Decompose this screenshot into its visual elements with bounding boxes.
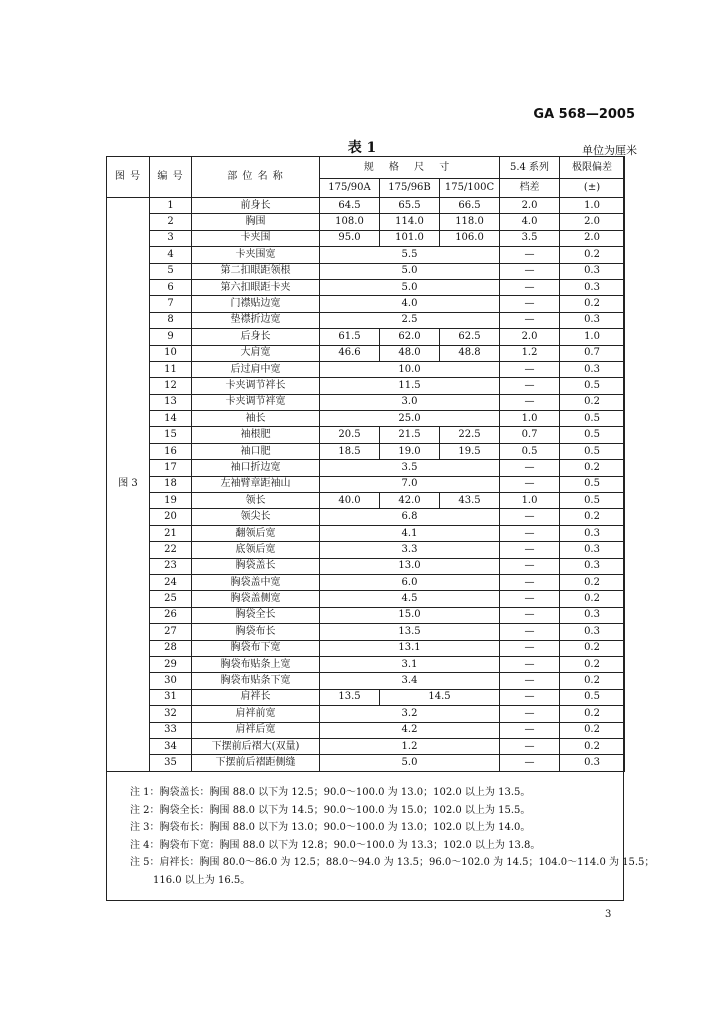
item-no: 33 bbox=[150, 722, 192, 738]
item-no: 1 bbox=[150, 198, 192, 214]
tolerance: 0.3 bbox=[560, 312, 625, 328]
size-value-a: 64.5 bbox=[320, 198, 380, 214]
item-no: 14 bbox=[150, 411, 192, 427]
tolerance: 0.3 bbox=[560, 607, 625, 623]
part-name: 后过肩中宽 bbox=[192, 361, 320, 377]
item-no: 12 bbox=[150, 378, 192, 394]
series-step: — bbox=[500, 656, 560, 672]
size-value-a: 20.5 bbox=[320, 427, 380, 443]
table-row bbox=[107, 591, 625, 607]
note-2: 注 2：胸袋全长：胸围 88.0 以下为 14.5；90.0～100.0 为 15.0；102.0 以上为 15.5。 bbox=[130, 804, 531, 816]
header-size-b: 175/96B bbox=[380, 179, 440, 198]
table-row bbox=[107, 542, 625, 558]
header-part-name: 部 位 名 称 bbox=[192, 157, 320, 198]
size-value-common: 25.0 bbox=[320, 411, 500, 427]
tolerance: 0.5 bbox=[560, 493, 625, 509]
tolerance: 0.2 bbox=[560, 591, 625, 607]
table-row bbox=[107, 361, 625, 377]
size-value-common: 6.8 bbox=[320, 509, 500, 525]
table-row bbox=[107, 345, 625, 361]
tolerance: 1.0 bbox=[560, 329, 625, 345]
tolerance: 0.3 bbox=[560, 542, 625, 558]
series-step: 1.0 bbox=[500, 493, 560, 509]
size-value-c: 22.5 bbox=[440, 427, 500, 443]
tolerance: 2.0 bbox=[560, 230, 625, 246]
tolerance: 0.2 bbox=[560, 394, 625, 410]
tolerance: 0.2 bbox=[560, 460, 625, 476]
size-value-b: 65.5 bbox=[380, 198, 440, 214]
header-size-c: 175/100C bbox=[440, 179, 500, 198]
tolerance: 0.3 bbox=[560, 624, 625, 640]
item-no: 21 bbox=[150, 525, 192, 541]
part-name: 下摆前后褶距侧缝 bbox=[192, 755, 320, 771]
part-name: 翻领后宽 bbox=[192, 525, 320, 541]
series-step: 0.7 bbox=[500, 427, 560, 443]
item-no: 3 bbox=[150, 230, 192, 246]
series-step: — bbox=[500, 279, 560, 295]
part-name: 第六扣眼距卡夹 bbox=[192, 279, 320, 295]
table-row bbox=[107, 706, 625, 722]
tolerance: 0.3 bbox=[560, 361, 625, 377]
series-step: — bbox=[500, 296, 560, 312]
series-step: — bbox=[500, 460, 560, 476]
size-value-a: 46.6 bbox=[320, 345, 380, 361]
size-value-b: 42.0 bbox=[380, 493, 440, 509]
part-name: 袖根肥 bbox=[192, 427, 320, 443]
tolerance: 0.5 bbox=[560, 411, 625, 427]
size-value-common: 3.2 bbox=[320, 706, 500, 722]
part-name: 门襟贴边宽 bbox=[192, 296, 320, 312]
part-name: 后身长 bbox=[192, 329, 320, 345]
item-no: 20 bbox=[150, 509, 192, 525]
table-row bbox=[107, 460, 625, 476]
item-no: 32 bbox=[150, 706, 192, 722]
part-name: 胸袋布贴条下宽 bbox=[192, 673, 320, 689]
item-no: 26 bbox=[150, 607, 192, 623]
item-no: 35 bbox=[150, 755, 192, 771]
item-no: 23 bbox=[150, 558, 192, 574]
table-row bbox=[107, 640, 625, 656]
size-value-c: 48.8 bbox=[440, 345, 500, 361]
item-no: 31 bbox=[150, 689, 192, 705]
series-step: — bbox=[500, 247, 560, 263]
tolerance: 0.3 bbox=[560, 755, 625, 771]
item-no: 7 bbox=[150, 296, 192, 312]
part-name: 肩袢前宽 bbox=[192, 706, 320, 722]
page-number: 3 bbox=[605, 909, 612, 920]
size-value-b: 48.0 bbox=[380, 345, 440, 361]
series-step: 2.0 bbox=[500, 198, 560, 214]
size-value-b: 114.0 bbox=[380, 214, 440, 230]
size-value-common: 4.2 bbox=[320, 722, 500, 738]
tolerance: 0.2 bbox=[560, 296, 625, 312]
size-value-common: 4.0 bbox=[320, 296, 500, 312]
figure-label: 图 3 bbox=[107, 198, 150, 772]
tolerance: 0.7 bbox=[560, 345, 625, 361]
size-value-common: 11.5 bbox=[320, 378, 500, 394]
size-value-common: 15.0 bbox=[320, 607, 500, 623]
tolerance: 0.2 bbox=[560, 656, 625, 672]
size-value-c: 43.5 bbox=[440, 493, 500, 509]
item-no: 13 bbox=[150, 394, 192, 410]
tolerance: 0.3 bbox=[560, 558, 625, 574]
series-step: — bbox=[500, 755, 560, 771]
series-step: — bbox=[500, 263, 560, 279]
series-step: — bbox=[500, 361, 560, 377]
size-value-common: 10.0 bbox=[320, 361, 500, 377]
size-value-common: 5.5 bbox=[320, 247, 500, 263]
size-value-common: 13.0 bbox=[320, 558, 500, 574]
series-step: — bbox=[500, 689, 560, 705]
size-value-common: 2.5 bbox=[320, 312, 500, 328]
series-step: 3.5 bbox=[500, 230, 560, 246]
series-step: — bbox=[500, 706, 560, 722]
table-row bbox=[107, 198, 625, 214]
table-row bbox=[107, 509, 625, 525]
series-step: — bbox=[500, 525, 560, 541]
tolerance: 0.3 bbox=[560, 525, 625, 541]
table-row bbox=[107, 378, 625, 394]
size-value-c: 62.5 bbox=[440, 329, 500, 345]
item-no: 16 bbox=[150, 443, 192, 459]
series-step: — bbox=[500, 591, 560, 607]
item-no: 25 bbox=[150, 591, 192, 607]
size-value-common: 5.0 bbox=[320, 263, 500, 279]
table-row bbox=[107, 214, 625, 230]
size-value-common: 1.2 bbox=[320, 738, 500, 754]
table-row bbox=[107, 279, 625, 295]
item-no: 29 bbox=[150, 656, 192, 672]
tolerance: 0.2 bbox=[560, 722, 625, 738]
series-step: — bbox=[500, 378, 560, 394]
table-row bbox=[107, 411, 625, 427]
series-step: 4.0 bbox=[500, 214, 560, 230]
series-step: — bbox=[500, 640, 560, 656]
note-5-continued: 116.0 以上为 16.5。 bbox=[153, 874, 251, 886]
header-step: 档差 bbox=[500, 179, 560, 198]
part-name: 卡夹调节袢宽 bbox=[192, 394, 320, 410]
tolerance: 0.5 bbox=[560, 427, 625, 443]
series-step: — bbox=[500, 624, 560, 640]
series-step: — bbox=[500, 394, 560, 410]
part-name: 大肩宽 bbox=[192, 345, 320, 361]
part-name: 领长 bbox=[192, 493, 320, 509]
size-value-common: 3.1 bbox=[320, 656, 500, 672]
table-row bbox=[107, 476, 625, 492]
table-row bbox=[107, 656, 625, 672]
table-row bbox=[107, 296, 625, 312]
item-no: 18 bbox=[150, 476, 192, 492]
table-row bbox=[107, 607, 625, 623]
tolerance: 0.2 bbox=[560, 574, 625, 590]
series-step: 0.5 bbox=[500, 443, 560, 459]
size-value-a: 61.5 bbox=[320, 329, 380, 345]
series-step: — bbox=[500, 722, 560, 738]
table-title: 表 1 bbox=[347, 140, 377, 156]
tolerance: 0.2 bbox=[560, 509, 625, 525]
series-step: — bbox=[500, 558, 560, 574]
tolerance: 0.2 bbox=[560, 640, 625, 656]
size-value-b: 101.0 bbox=[380, 230, 440, 246]
size-value-common: 13.1 bbox=[320, 640, 500, 656]
size-value-c: 118.0 bbox=[440, 214, 500, 230]
item-no: 10 bbox=[150, 345, 192, 361]
item-no: 15 bbox=[150, 427, 192, 443]
series-step: — bbox=[500, 476, 560, 492]
table-row bbox=[107, 722, 625, 738]
size-value-common: 4.5 bbox=[320, 591, 500, 607]
part-name: 胸袋盖侧宽 bbox=[192, 591, 320, 607]
item-no: 2 bbox=[150, 214, 192, 230]
item-no: 27 bbox=[150, 624, 192, 640]
table-row bbox=[107, 247, 625, 263]
table-notes bbox=[130, 784, 655, 889]
table-row bbox=[107, 394, 625, 410]
part-name: 卡夹调节袢长 bbox=[192, 378, 320, 394]
unit-label: 单位为厘米 bbox=[582, 144, 637, 157]
item-no: 19 bbox=[150, 493, 192, 509]
tolerance: 0.5 bbox=[560, 378, 625, 394]
tolerance: 2.0 bbox=[560, 214, 625, 230]
size-value-common: 3.4 bbox=[320, 673, 500, 689]
size-value-c: 19.5 bbox=[440, 443, 500, 459]
item-no: 24 bbox=[150, 574, 192, 590]
size-value-common: 3.5 bbox=[320, 460, 500, 476]
tolerance: 0.2 bbox=[560, 706, 625, 722]
note-4: 注 4：胸袋布下宽：胸围 88.0 以下为 12.8；90.0～100.0 为 13.3；102.0 以上为 13.8。 bbox=[130, 839, 541, 851]
header-tolerance-sign: (±) bbox=[560, 179, 625, 198]
table-row bbox=[107, 263, 625, 279]
item-no: 4 bbox=[150, 247, 192, 263]
size-value-common: 6.0 bbox=[320, 574, 500, 590]
note-1: 注 1：胸袋盖长：胸围 88.0 以下为 12.5；90.0～100.0 为 13.0；102.0 以上为 13.5。 bbox=[130, 787, 531, 798]
note-3: 注 3：胸袋布长：胸围 88.0 以下为 13.0；90.0～100.0 为 13.0；102.0 以上为 14.0。 bbox=[130, 822, 531, 833]
series-step: — bbox=[500, 542, 560, 558]
size-value-c: 66.5 bbox=[440, 198, 500, 214]
table-row bbox=[107, 230, 625, 246]
standard-number: GA 568—2005 bbox=[533, 107, 635, 122]
size-value-b: 21.5 bbox=[380, 427, 440, 443]
tolerance: 0.3 bbox=[560, 263, 625, 279]
series-step: 1.0 bbox=[500, 411, 560, 427]
part-name: 胸袋布下宽 bbox=[192, 640, 320, 656]
table-row bbox=[107, 443, 625, 459]
header-series: 5.4 系列 bbox=[500, 157, 560, 179]
tolerance: 0.2 bbox=[560, 738, 625, 754]
item-no: 11 bbox=[150, 361, 192, 377]
part-name: 前身长 bbox=[192, 198, 320, 214]
table-row bbox=[107, 689, 625, 705]
size-value-a: 18.5 bbox=[320, 443, 380, 459]
tolerance: 0.5 bbox=[560, 443, 625, 459]
size-value-common: 7.0 bbox=[320, 476, 500, 492]
part-name: 左袖臂章距袖山 bbox=[192, 476, 320, 492]
part-name: 胸袋盖中宽 bbox=[192, 574, 320, 590]
part-name: 胸围 bbox=[192, 214, 320, 230]
part-name: 袖口折边宽 bbox=[192, 460, 320, 476]
item-no: 34 bbox=[150, 738, 192, 754]
table-row bbox=[107, 574, 625, 590]
table-row bbox=[107, 493, 625, 509]
series-step: — bbox=[500, 673, 560, 689]
part-name: 肩袢长 bbox=[192, 689, 320, 705]
size-value-a: 13.5 bbox=[320, 689, 380, 705]
size-value-common: 13.5 bbox=[320, 624, 500, 640]
table-row bbox=[107, 312, 625, 328]
item-no: 30 bbox=[150, 673, 192, 689]
item-no: 9 bbox=[150, 329, 192, 345]
tolerance: 1.0 bbox=[560, 198, 625, 214]
part-name: 胸袋盖长 bbox=[192, 558, 320, 574]
part-name: 袖口肥 bbox=[192, 443, 320, 459]
series-step: — bbox=[500, 574, 560, 590]
size-value-a: 108.0 bbox=[320, 214, 380, 230]
tolerance: 0.2 bbox=[560, 247, 625, 263]
size-spec-table bbox=[106, 156, 625, 772]
size-value-common: 5.0 bbox=[320, 279, 500, 295]
series-step: — bbox=[500, 607, 560, 623]
item-no: 8 bbox=[150, 312, 192, 328]
item-no: 22 bbox=[150, 542, 192, 558]
item-no: 28 bbox=[150, 640, 192, 656]
size-value-common: 4.1 bbox=[320, 525, 500, 541]
header-item-no: 编 号 bbox=[150, 157, 192, 198]
size-value-c: 106.0 bbox=[440, 230, 500, 246]
tolerance: 0.5 bbox=[560, 689, 625, 705]
part-name: 袖长 bbox=[192, 411, 320, 427]
part-name: 卡夹围 bbox=[192, 230, 320, 246]
part-name: 胸袋布长 bbox=[192, 624, 320, 640]
size-value-a: 95.0 bbox=[320, 230, 380, 246]
part-name: 底领后宽 bbox=[192, 542, 320, 558]
header-fig-no: 图 号 bbox=[107, 157, 150, 198]
table-row bbox=[107, 624, 625, 640]
part-name: 卡夹围宽 bbox=[192, 247, 320, 263]
part-name: 胸袋布贴条上宽 bbox=[192, 656, 320, 672]
size-value-common: 5.0 bbox=[320, 755, 500, 771]
part-name: 领尖长 bbox=[192, 509, 320, 525]
size-value-common: 3.0 bbox=[320, 394, 500, 410]
part-name: 垫襟折边宽 bbox=[192, 312, 320, 328]
table-row bbox=[107, 558, 625, 574]
part-name: 胸袋全长 bbox=[192, 607, 320, 623]
size-value-b: 19.0 bbox=[380, 443, 440, 459]
size-value-bc: 14.5 bbox=[380, 689, 500, 705]
table-row bbox=[107, 329, 625, 345]
item-no: 6 bbox=[150, 279, 192, 295]
series-step: — bbox=[500, 312, 560, 328]
series-step: 2.0 bbox=[500, 329, 560, 345]
size-value-a: 40.0 bbox=[320, 493, 380, 509]
size-value-common: 3.3 bbox=[320, 542, 500, 558]
size-value-b: 62.0 bbox=[380, 329, 440, 345]
series-step: — bbox=[500, 738, 560, 754]
tolerance: 0.2 bbox=[560, 673, 625, 689]
note-5: 注 5：肩袢长：胸围 80.0～86.0 为 12.5；88.0～94.0 为 13.5；96.0～102.0 为 14.5；104.0～114.0 为 15.5； bbox=[130, 857, 655, 868]
tolerance: 0.3 bbox=[560, 279, 625, 295]
table-row bbox=[107, 738, 625, 754]
header-size-a: 175/90A bbox=[320, 179, 380, 198]
item-no: 5 bbox=[150, 263, 192, 279]
header-spec-size: 规 格 尺 寸 bbox=[320, 157, 500, 179]
header-tolerance: 极限偏差 bbox=[560, 157, 625, 179]
part-name: 肩袢后宽 bbox=[192, 722, 320, 738]
part-name: 下摆前后褶大(双量) bbox=[192, 738, 320, 754]
tolerance: 0.5 bbox=[560, 476, 625, 492]
table-row bbox=[107, 525, 625, 541]
item-no: 17 bbox=[150, 460, 192, 476]
table-row bbox=[107, 427, 625, 443]
table-row bbox=[107, 673, 625, 689]
part-name: 第二扣眼距领根 bbox=[192, 263, 320, 279]
series-step: — bbox=[500, 509, 560, 525]
table-row bbox=[107, 755, 625, 771]
series-step: 1.2 bbox=[500, 345, 560, 361]
